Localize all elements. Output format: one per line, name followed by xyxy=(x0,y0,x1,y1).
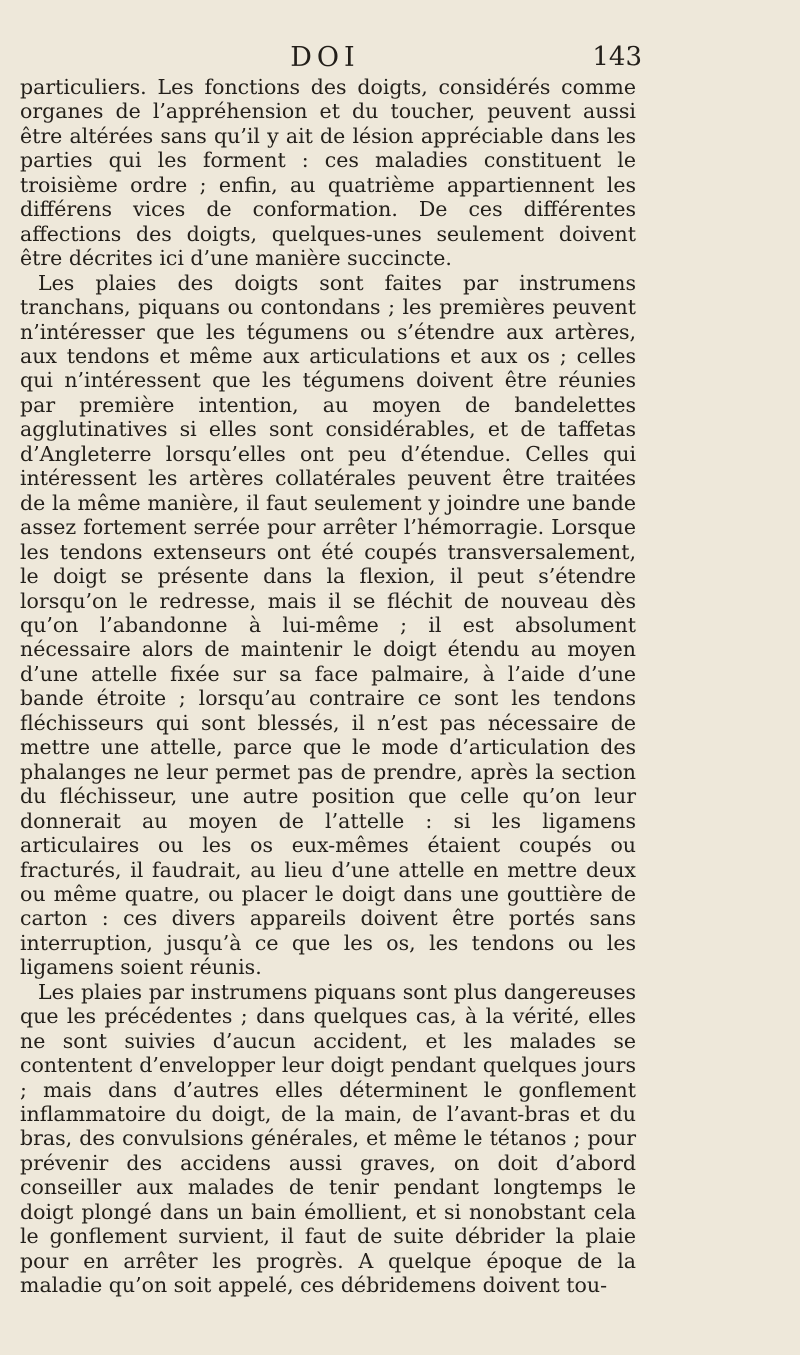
paragraph-plaies-instrumens-piquans: Les plaies par instrumens piquans sont plus dangereuses que les précédentes ; dans quelques cas, à la vérité, elles ne sont suivies d’aucun accident, et les malades se contentent d’envelopper leur doigt pendant quelques jours ; mais dans d’autres elles déterminent le gonflement inflammatoire du doigt, de la main, de l’avant-bras et du bras, des convulsions générales, et même le tétanos ; pour prévenir des accidens aussi graves, on doit d’abord conseiller aux malades de tenir pendant longtemps le doigt plongé dans un bain émollient, et si nonobstant cela le gonflement survient, il faut de suite débrider la plaie pour en arrêter les progrès. A quelque époque de la maladie qu’on soit appelé, ces débridemens doivent tou- xyxy=(20,979,636,1298)
page-header xyxy=(0,40,800,80)
page-number: 143 xyxy=(592,42,642,72)
paragraph-plaies-instrumens-tranchans: Les plaies des doigts sont faites par instrumens tranchans, piquans ou contondans ; les premières peuvent n’intéresser que les tégumens ou s’étendre aux artères, aux tendons et même aux articulations et aux os ; celles qui n’intéressent que les tégumens doivent être réunies par première intention, au moyen de bandelettes agglutinatives si elles sont considérables, et de taffetas d’Angleterre lorsqu’elles ont peu d’étendue. Celles qui intéressent les artères collatérales peuvent être traitées de la même manière, il faut seulement y joindre une bande assez fortement serrée pour arrêter l’hémorragie. Lorsque les tendons extenseurs ont été coupés transversalement, le doigt se présente dans la flexion, il peut s’étendre lorsqu’on le redresse, mais il se fléchit de nouveau dès qu’on l’abandonne à lui-même ; il est absolument nécessaire alors de maintenir le doigt étendu au moyen d’une attelle fixée sur sa face palmaire, à l’aide d’une bande étroite ; lorsqu’au contraire ce sont les tendons fléchisseurs qui sont blessés, il n’est pas nécessaire de mettre une attelle, parce que le mode d’articulation des phalanges ne leur permet pas de prendre, après la section du fléchisseur, une autre position que celle qu’on leur donnerait au moyen de l’attelle : si les ligamens articulaires ou les os eux-mêmes étaient coupés ou fracturés, il faudrait, au lieu d’une attelle en mettre deux ou même quatre, ou placer le doigt dans une gouttière de carton : ces divers appareils doivent être portés sans interruption, jusqu’à ce que les os, les tendons ou les ligamens soient réunis. xyxy=(20,270,636,980)
body-text xyxy=(20,75,636,1298)
running-head: DOI xyxy=(290,42,360,73)
paragraph-continued: particuliers. Les fonctions des doigts, considérés comme organes de l’appréhension et du toucher, peuvent aussi être altérées sans qu’il y ait de lésion appréciable dans les parties qui les forment : ces maladies constituent le troisième ordre ; enfin, au quatrième appartiennent les différens vices de conformation. De ces différentes affections des doigts, quelques-unes seulement doivent être décrites ici d’une manière succincte. xyxy=(20,75,636,271)
